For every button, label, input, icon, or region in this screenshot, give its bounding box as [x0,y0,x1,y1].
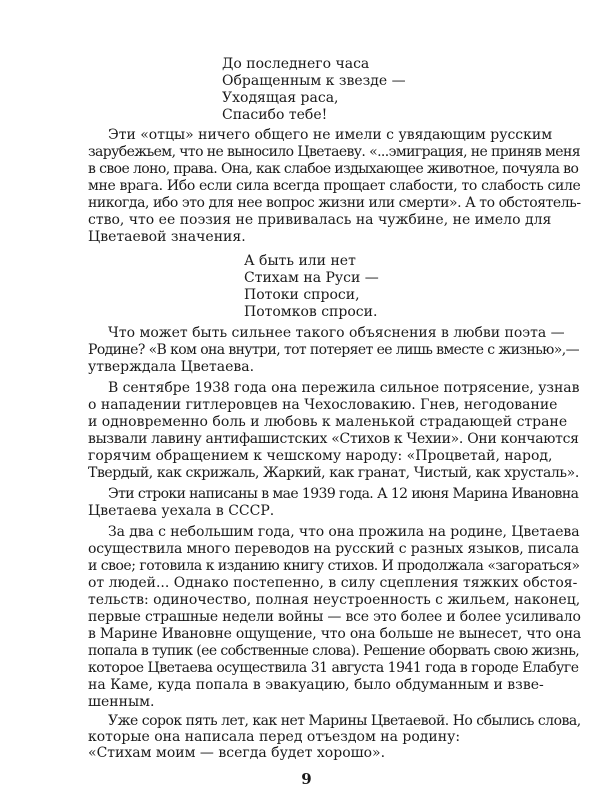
text-line: Цветаевой значения. [88,229,246,245]
text-line: Уже сорок пять лет, как нет Марины Цветаевой. Но сбылись слова, [108,713,581,729]
poem-line: Спасибо тебе! [222,107,328,123]
text-line: За два с небольшим года, что она прожила на родине, Цветаева [108,524,580,540]
text-line: в Марине Ивановне ощущение, что она больше не вынесет, что она [88,626,581,642]
text-line: шенным. [88,694,155,710]
text-line: в свое лоно, права. Она, как слабое издыхающее животное, почуяла во [88,161,579,177]
text-line: утверждала Цветаева. [88,359,255,375]
text-line: и свое; готовила к изданию книгу стихов. И продолжала «загораться» [88,558,580,574]
text-line: мне врага. Ибо если сила всегда прощает слабости, то слабость силе [88,178,581,194]
text-line: Что может быть сильнее такого объяснения в любви поэта — [108,325,565,341]
text-line: горячим обращением к чешскому народу: «Процветай, народ, [88,448,553,464]
text-line: от людей... Однако постепенно, в силу сцепления тяжких обстоя- [88,575,578,591]
text-line: «Стихам моим — всегда будет хорошо». [88,745,386,761]
text-line: зарубежьем, что не выносило Цветаеву. «...эмиграция, не приняв меня [88,144,580,160]
text-line: на Каме, куда попала в эвакуацию, было обдуманным и взве- [88,677,544,693]
poem-line: Стихам на Руси — [244,270,379,286]
poem-line: Потомков спроси. [244,304,378,320]
text-line: которое Цветаева осуществила 31 августа 1941 года в городе Елабуге [88,660,579,676]
text-line: Родине? «В ком она внутри, тот потеряет ее лишь вместе с жизнью»,— [88,342,579,358]
poem-line: А быть или нет [244,253,356,269]
poem-line: До последнего часа [222,56,370,72]
text-line: Эти «отцы» ничего общего не имели с увядающим русским [108,127,553,143]
text-line: попала в тупик (ее собственные слова). Решение оборвать свою жизнь, [88,643,580,659]
poem-line: Уходящая раса, [222,90,339,106]
text-line: Эти строки написаны в мае 1939 года. А 12 июня Марина Ивановна [108,486,579,502]
page-number: 9 [301,770,312,788]
text-line: о нападении гитлеровцев на Чехословакию. Гнев, негодование [88,397,558,413]
poem-stanza-1 [222,56,406,124]
poem-stanza-2 [244,253,379,321]
text-line: Твердый, как скрижаль, Жаркий, как гранат, Чистый, как хрусталь». [88,465,579,481]
text-line: и одновременно боль и любовь к маленькой страдающей стране [88,414,568,430]
text-line: тельств: одиночество, полная неустроенность с жильем, наконец, [88,592,581,608]
text-line: вызвали лавину антифашистских «Стихов к Чехии». Они кончаются [88,431,579,447]
text-line: В сентябре 1938 года она пережила сильное потрясение, узнав [108,380,580,396]
text-line: осуществила много переводов на русский с разных языков, писала [88,541,580,557]
poem-line: Обращенным к звезде — [222,73,406,89]
text-line: ство, что ее поэзия не прививалась на чужбине, не имело для [88,212,552,228]
text-line: первые страшные недели войны — все это более и более усиливало [88,609,581,625]
text-line: никогда, ибо это для нее вопрос жизни или смерти». А то обстоятель- [88,195,581,211]
poem-line: Потоки спроси, [244,287,360,303]
text-line: которые она написала перед отъездом на родину: [88,729,461,745]
text-line: Цветаева уехала в СССР. [88,503,275,519]
